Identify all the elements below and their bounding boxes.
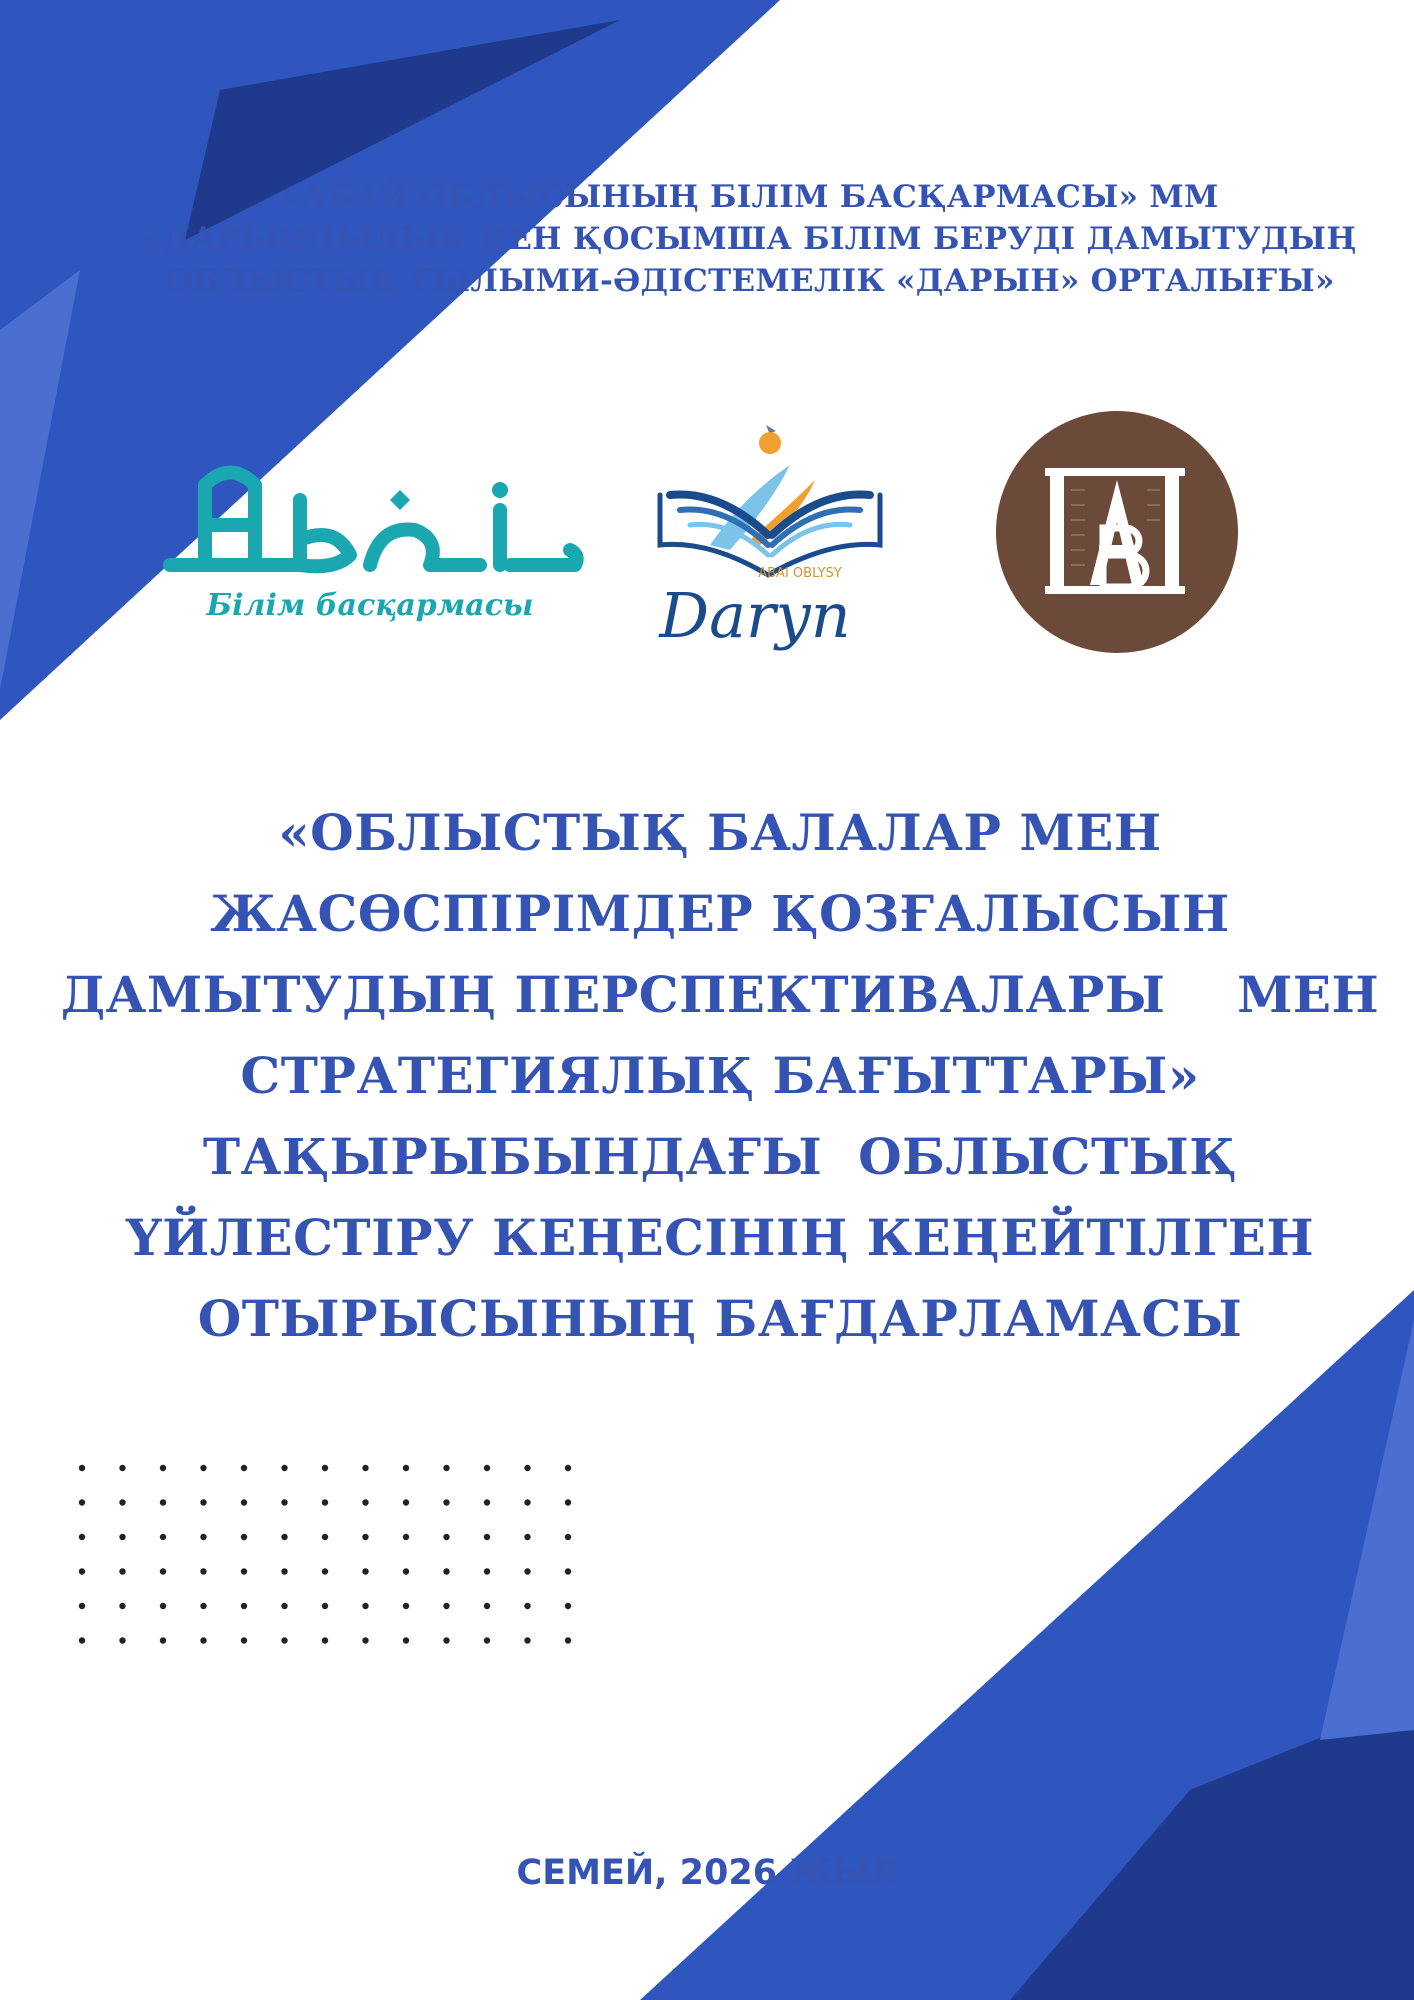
decor-dot [79,1568,85,1574]
decor-dot [79,1603,85,1609]
decor-dot [403,1534,409,1540]
university-monogram-logo [995,410,1239,654]
decor-dot [160,1603,166,1609]
decor-dot [241,1534,247,1540]
decor-dot [524,1465,530,1471]
decor-dot [443,1568,449,1574]
decor-dot [322,1499,328,1505]
decor-dot [484,1534,490,1540]
organization-header [100,176,1400,302]
svg-text:Daryn: Daryn [659,579,851,652]
title-line-6: ҮЙЛЕСТІРУ КЕҢЕСІНІҢ КЕҢЕЙТІЛГЕН [125,1208,1315,1267]
decor-dot [160,1637,166,1643]
decor-dot [362,1637,368,1643]
decor-dot [484,1499,490,1505]
decor-dot [362,1568,368,1574]
decor-dot [200,1465,206,1471]
decor-dot [524,1637,530,1643]
decor-dot [322,1534,328,1540]
svg-text:ABAI OBLYSY: ABAI OBLYSY [758,566,842,581]
decor-dot [322,1637,328,1643]
decor-dot [403,1465,409,1471]
decor-dot [484,1603,490,1609]
decor-dot [524,1499,530,1505]
title-line-7: ОТЫРЫСЫНЫҢ БАҒДАРЛАМАСЫ [197,1289,1243,1348]
decor-dot [79,1499,85,1505]
dot-grid-decoration [70,1460,580,1660]
decor-dot [322,1465,328,1471]
header-line-1: «АБАЙ ОБЛЫСЫНЫҢ БІЛІМ БАСҚАРМАСЫ» ММ [281,179,1219,215]
decor-dot [403,1568,409,1574]
decor-dot [119,1465,125,1471]
decor-dot [119,1603,125,1609]
title-line-2: ЖАСӨСПІРІМДЕР ҚОЗҒАЛЫСЫН [210,884,1230,943]
decor-dot [524,1568,530,1574]
decor-dot [484,1637,490,1643]
decor-dot [484,1465,490,1471]
title-line-1: «ОБЛЫСТЫҚ БАЛАЛАР МЕН [278,803,1162,862]
decor-dot [403,1603,409,1609]
decor-dot [200,1568,206,1574]
decor-dot [200,1603,206,1609]
decor-dot [119,1568,125,1574]
decor-dot [443,1534,449,1540]
decor-dot [281,1499,287,1505]
decor-dot [119,1499,125,1505]
decor-dot [565,1568,571,1574]
decor-dot [281,1568,287,1574]
decor-dot [241,1603,247,1609]
decor-dot [241,1568,247,1574]
decor-dot [484,1568,490,1574]
decor-dot [403,1637,409,1643]
header-line-2: «ДАРЫНДЫЛЫҚ ПЕН ҚОСЫМША БІЛІМ БЕРУДІ ДАМЫТУДЫҢ [143,221,1357,257]
decor-dot [565,1603,571,1609]
daryn-center-logo [650,375,890,665]
decor-dot [565,1499,571,1505]
decor-dot [322,1603,328,1609]
decor-dot [200,1499,206,1505]
title-line-3: ДАМЫТУДЫҢ ПЕРСПЕКТИВАЛАРЫ МЕН [60,965,1380,1024]
decor-dot [281,1637,287,1643]
decor-dot [160,1465,166,1471]
decor-dot [281,1534,287,1540]
decor-dot [79,1465,85,1471]
decor-dot [362,1534,368,1540]
decor-dot [565,1637,571,1643]
decor-dot [241,1465,247,1471]
decor-dot [403,1499,409,1505]
decor-dot [281,1465,287,1471]
decor-dot [362,1465,368,1471]
decor-dot [241,1637,247,1643]
document-title [60,792,1380,1359]
decor-dot [524,1534,530,1540]
footer-city-year: СЕМЕЙ, 2026 ЖЫЛ [516,1853,898,1893]
decor-dot [565,1534,571,1540]
decor-dot [565,1465,571,1471]
decor-dot [322,1568,328,1574]
decor-dot [443,1637,449,1643]
decor-dot [160,1534,166,1540]
decor-dot [281,1603,287,1609]
decor-dot [524,1603,530,1609]
decor-dot [362,1603,368,1609]
decor-dot [443,1603,449,1609]
decor-dot [119,1637,125,1643]
header-line-3: ОБЛЫСТЫҚ ҒЫЛЫМИ-ӘДІСТЕМЕЛІК «ДАРЫН» ОРТАЛЫҒЫ» [165,263,1335,299]
decor-dot [79,1534,85,1540]
svg-text:Білім басқармасы: Білім басқармасы [206,588,534,623]
decor-dot [443,1465,449,1471]
decor-dot [119,1534,125,1540]
title-line-4: СТРАТЕГИЯЛЫҚ БАҒЫТТАРЫ» [240,1046,1200,1105]
decor-dot [443,1499,449,1505]
decor-dot [362,1499,368,1505]
decor-dot [160,1568,166,1574]
decor-dot [79,1637,85,1643]
abai-education-logo [150,430,590,630]
decor-dot [241,1499,247,1505]
decor-dot [200,1534,206,1540]
decor-dot [200,1637,206,1643]
decor-dot [160,1499,166,1505]
title-line-5: ТАҚЫРЫБЫНДАҒЫ ОБЛЫСТЫҚ [202,1127,1238,1186]
